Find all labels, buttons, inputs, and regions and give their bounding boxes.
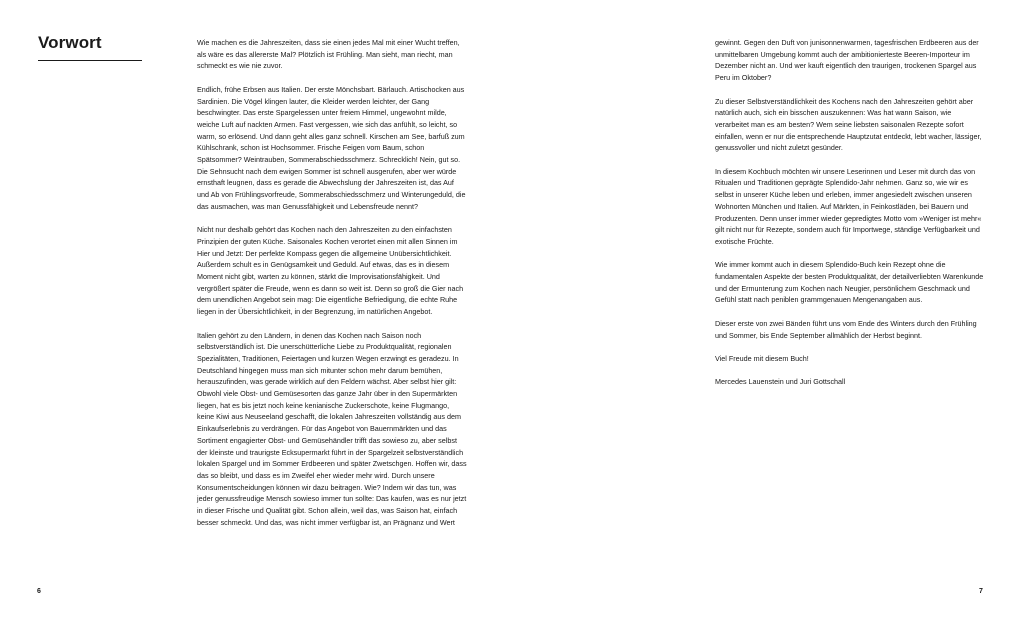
left-text-column: [197, 37, 467, 540]
paragraph: Nicht nur deshalb gehört das Kochen nach den Jahreszeiten zu den einfachsten Prinzipien der guten Küche. Saisonales Kochen verortet einen mit allen Sinnen im Hier und Jetzt: Der perfekte Kompass gegen die allgemeine Unübersichtlichkeit. Außerdem schult es in Genügsamkeit und Geduld. Auf etwas, das es in diesem Moment nicht gibt, warten zu können, stärkt die Improvisationsfähigkeit. Und vergrößert später die Freude, wenn es dann so weit ist. Denn so groß die Gier nach dem unendlichen Angebot sein mag: Die eigentliche Befriedigung, die echte Ruhe liegen in der Übersichtlichkeit, in der Begrenzung, im natürlichen Angebot.: [197, 225, 464, 317]
paragraph: Italien gehört zu den Ländern, in denen das Kochen nach Saison noch selbstverständlich ist. Die unerschütterliche Liebe zu Produktqualität, regionalen Spezialitäten, Traditionen, Feiertagen und kurzen Wegen erzwingt es geradezu. In Deutschland hingegen muss man sich mitunter schon mehr darum bemühen, herauszufinden, was gerade wirklich auf den Feldern wächst. Aber selbst hier gilt: Obwohl viele Obst- und Gemüsesorten das ganze Jahr über in den Supermärkten liegen, hat es bis jetzt noch keine kenianische Zuckerschote, keine Flugmango, keine Kiwi aus Neuseeland geschafft, die lokalen Jahreszeiten vollständig aus dem Einkaufserlebnis zu verdrängen. Für das Angebot von Bauernmärkten und das Sortiment engagierter Obst- und Gemüsehändler trifft das sowieso zu, aber selbst der kleinste und traurigste Ecksupermarkt führt in der Spargelzeit selbstverständlich lokalen Spargel und im Sommer Erdbeeren und später Zwetschgen. Hoffen wir, dass das so bleibt, und dass es im Zweifel eher wieder mehr wird. Durch unsere Konsumentscheidungen können wir dazu beitragen. Wie? Indem wir das tun, was jeder genussfreudige Mensch sowieso immer tun sollte: Das kaufen, was es nur jetzt in dieser Frische und Qualität gibt. Schon allein, weil das, was Saison hat, einfach besser schmeckt. Und das, was nicht immer verfügbar ist, an Prägnanz und Wert: [197, 330, 467, 527]
paragraph: Wie immer kommt auch in diesem Splendido-Buch kein Rezept ohne die fundamentalen Aspekte der besten Produktqualität, der detailverliebten Warenkunde und der Ermunterung zum Kochen nach Neugier, persönlichem Geschmack und Gefühl statt nach peniblen grammgenauen Mengenangaben aus.: [715, 260, 984, 305]
right-page: [510, 0, 1020, 623]
paragraph: Endlich, frühe Erbsen aus Italien. Der erste Mönchsbart. Bärlauch. Artischocken aus Sardinien. Die Vögel klingen lauter, die Kleider werden leichter, der Gang beschwingter. Das erste Spargelessen unter freiem Himmel, ungewohnt milde, weiche Luft auf nackten Armen. Fast vergessen, wie sich das anfühlt, so leicht, so warm, so erlösend. Und dann geht alles ganz schnell. Kirschen am See, barfuß zum Kühlschrank, schon ist Hochsommer. Frische Feigen vom Baum, schon Spätsommer? Weintrauben, Sommerabschiedsschmerz. Schrecklich! Nein, gut so. Die Sehnsucht nach dem ewigen Sommer ist schnell ausgerufen, aber wer würde ernsthaft leugnen, dass es gerade die Abwechslung der Jahreszeiten ist, das Auf und Ab von Frühlingsvorfreude, Sommerabschiedsschmerz und Winterungeduld, die das ausmachen, was man Genussfähigkeit und Lebensfreude nennt?: [197, 84, 466, 211]
heading-underline: [38, 60, 142, 61]
paragraph: Viel Freude mit diesem Buch!: [715, 353, 809, 363]
page-heading: Vorwort: [38, 33, 102, 52]
page-number-right: 7: [979, 588, 983, 595]
paragraph: In diesem Kochbuch möchten wir unsere Leserinnen und Leser mit durch das von Ritualen und Traditionen geprägte Splendido-Jahr nehmen. Ganz so, wie wir es selbst in unserer Küche leben und erleben, immer angesiedelt zwischen unseren Wohnorten München und Italien. Auf Märkten, in Feinkostläden, bei Bauern und Produzenten. Denn unser immer wieder gepredigtes Motto vom »Weniger ist mehr« gilt nicht nur für Rezepte, sondern auch für Importwege, ständige Verfügbarkeit und exotische Früchte.: [715, 166, 982, 246]
page-number-left: 6: [37, 588, 41, 595]
paragraph: Wie machen es die Jahreszeiten, dass sie einen jedes Mal mit einer Wucht treffen, als wäre es das allererste Mal? Plötzlich ist Frühling. Man sieht, man riecht, man schmeckt es wie nie zuvor.: [197, 38, 460, 71]
paragraph: gewinnt. Gegen den Duft von junisonnenwarmen, tagesfrischen Erdbeeren aus der unmittelbaren Umgebung kommt auch der ambitionierteste Beeren-Importeur im Dezember nicht an. Und wer kauft eigentlich den traurigen, trockenen Spargel aus Peru im Oktober?: [715, 38, 979, 83]
right-text-column: [715, 37, 986, 400]
paragraph: Zu dieser Selbstverständlichkeit des Kochens nach den Jahreszeiten gehört aber natürlich auch, sich ein bisschen auszukennen: Was hat wann Saison, wie verarbeitet man es am besten? Wem seine liebsten saisonalen Rezepte sofort einfallen, wenn er nur die entsprechende Hauptzutat entdeckt, lebt wacher, lässiger, genussvoller und nicht zuletzt gesünder.: [715, 96, 982, 153]
signature-line: Mercedes Lauenstein und Juri Gottschall: [715, 377, 846, 387]
paragraph: Dieser erste von zwei Bänden führt uns vom Ende des Winters durch den Frühling und Sommer, bis Ende September allmählich der Herbst beginnt.: [715, 318, 977, 340]
